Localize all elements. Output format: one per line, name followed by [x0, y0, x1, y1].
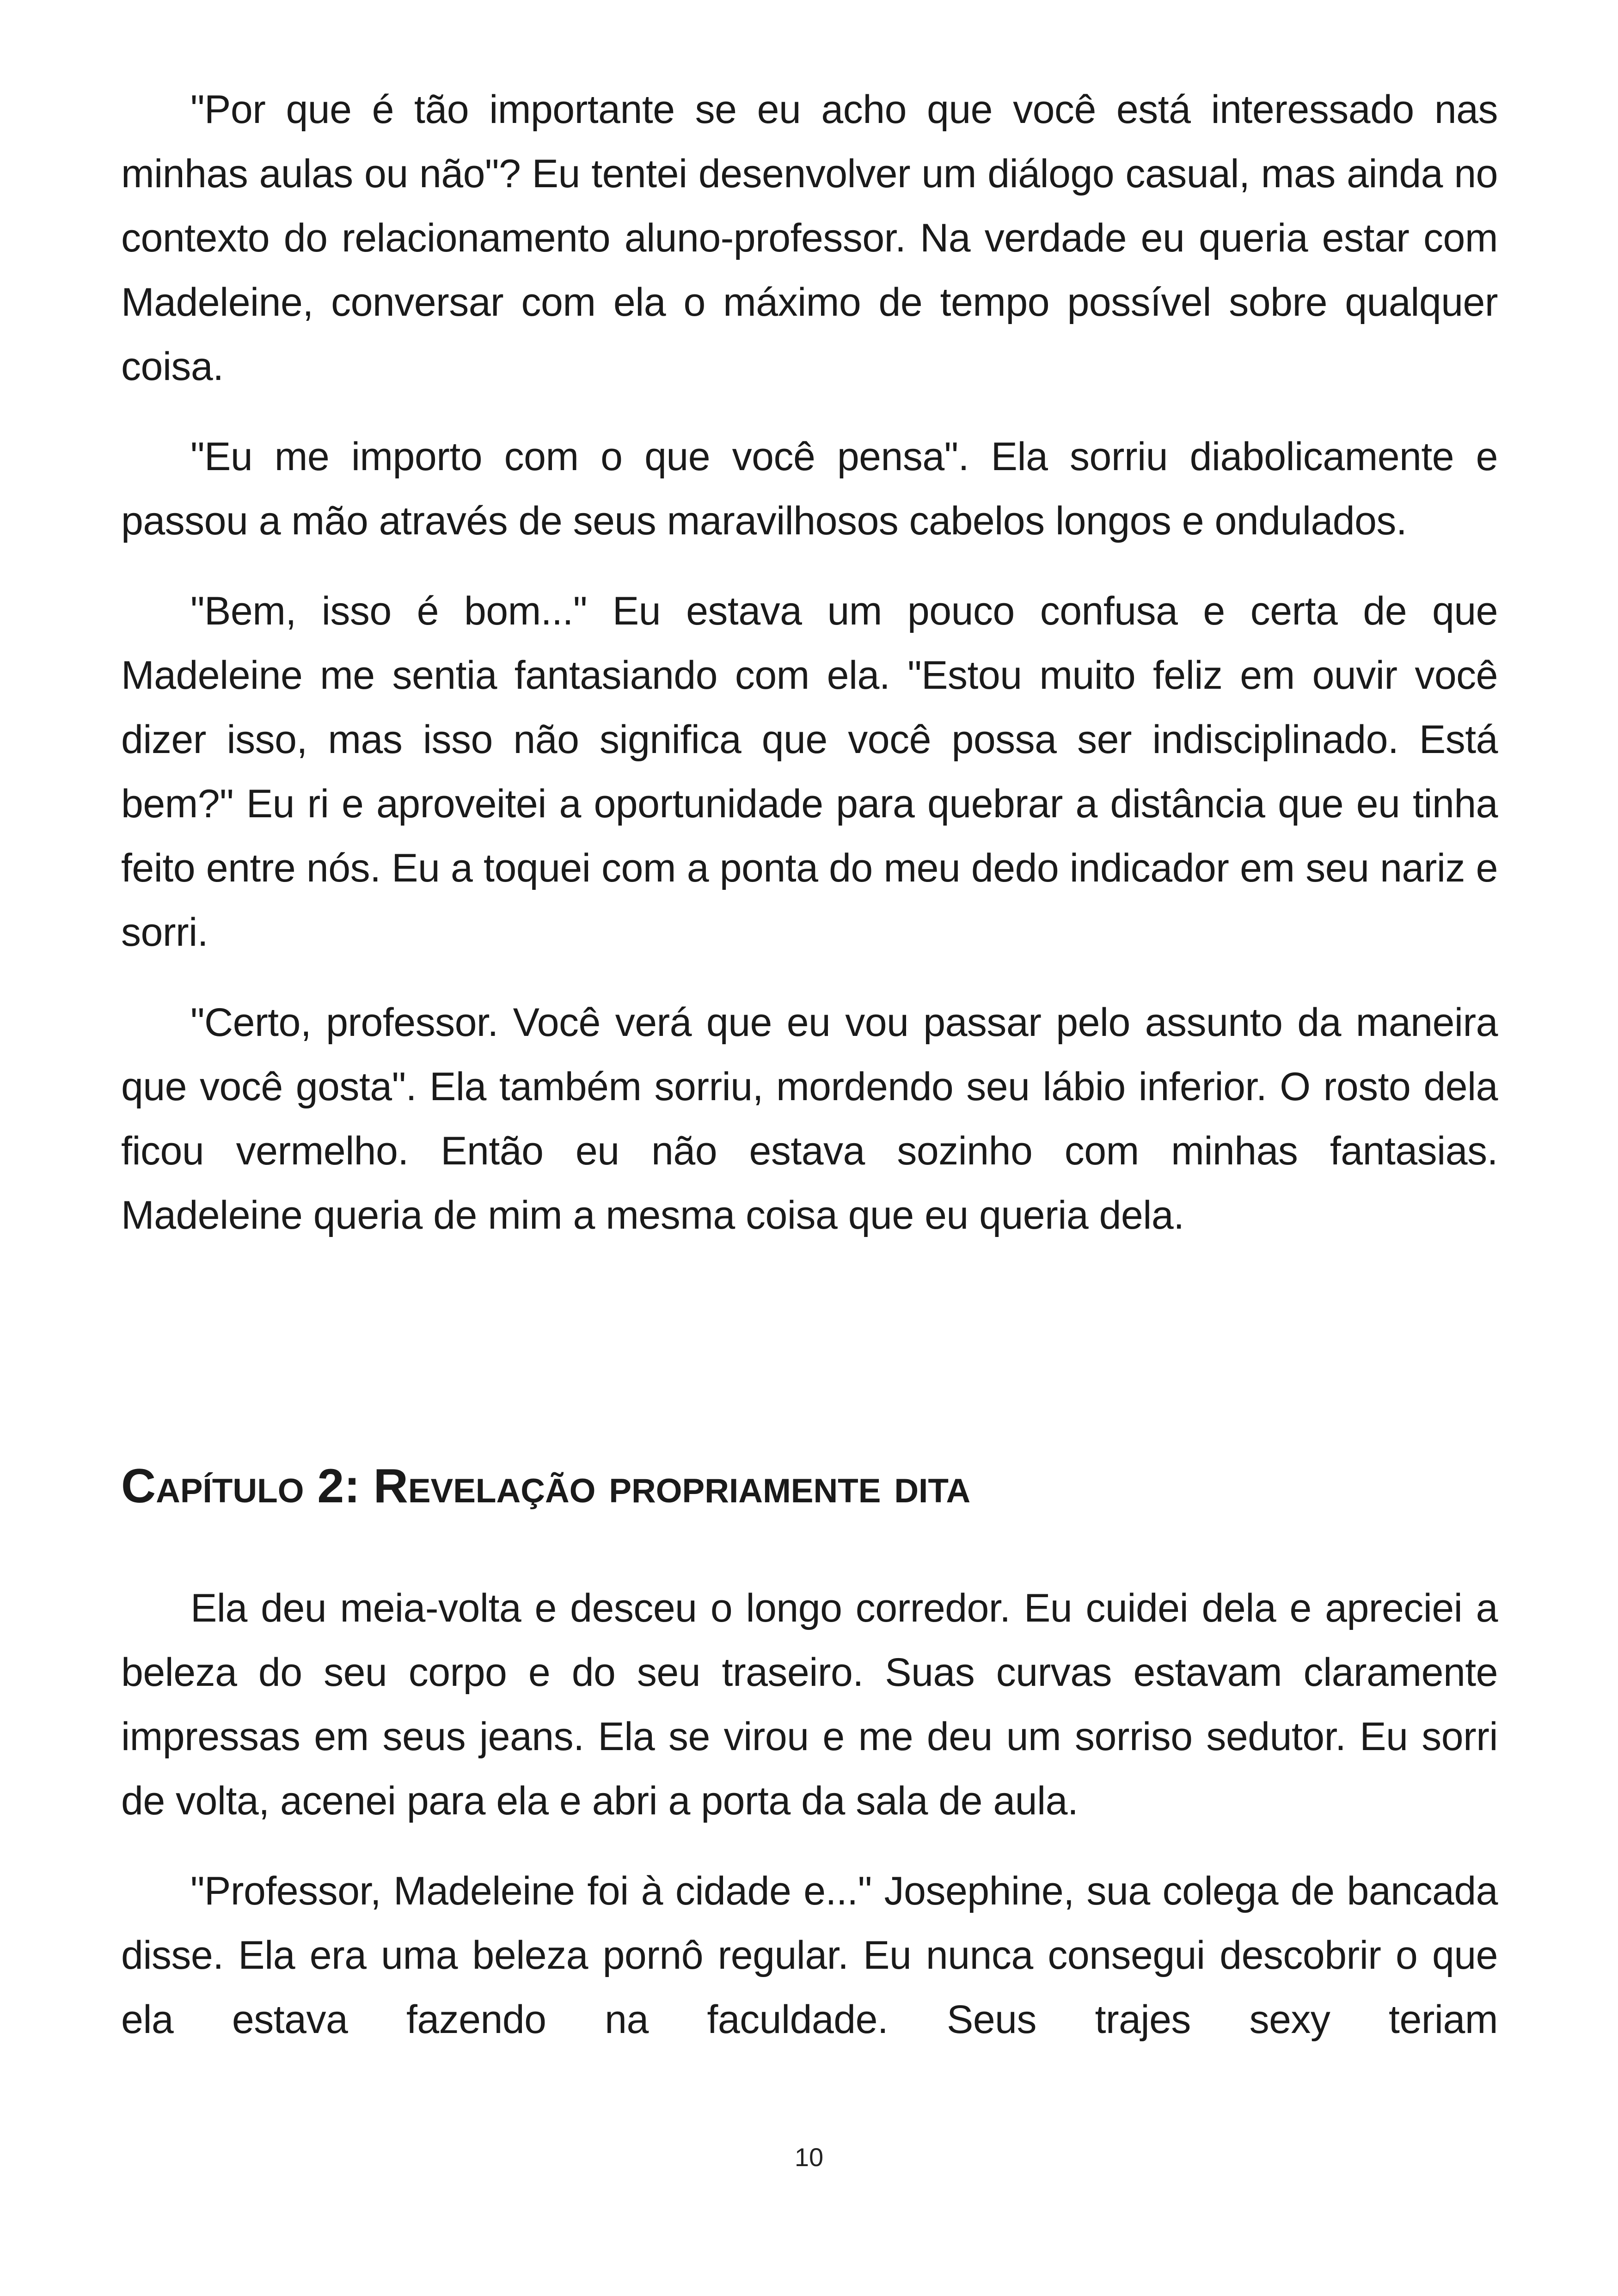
chapter-heading: Capítulo 2: Revelação propriamente dita [121, 1459, 971, 1513]
page-number: 10 [794, 2143, 824, 2172]
paragraph: "Certo, professor. Você verá que eu vou passar pelo assunto da maneira que você gosta". Ela também sorriu, mordendo seu lábio inferior. O rosto dela ficou vermelho. Então eu não estava sozinho com minhas fantasias. Madeleine queria de mim a mesma coisa que eu queria dela. [121, 1000, 1498, 1237]
paragraph: "Professor, Madeleine foi à cidade e..." Josephine, sua colega de bancada disse. Ela era uma beleza pornô regular. Eu nunca consegui descobrir o que ela estava fazendo na faculdade. Seus trajes sexy teriam [121, 1869, 1498, 2042]
paragraph: "Por que é tão importante se eu acho que você está interessado nas minhas aulas ou não"? Eu tentei desenvolver um diálogo casual, mas ainda no contexto do relacionamento aluno-professor. Na verdade eu queria estar com Madeleine, conversar com ela o máximo de tempo possível sobre qualquer coisa. [121, 87, 1498, 389]
paragraph: "Eu me importo com o que você pensa". Ela sorriu diabolicamente e passou a mão através de seus maravilhosos cabelos longos e ondulados. [121, 435, 1498, 543]
body-text-after-chapter [121, 1576, 1498, 2078]
body-text-before-chapter [121, 78, 1498, 1274]
paragraph: "Bem, isso é bom..." Eu estava um pouco confusa e certa de que Madeleine me sentia fantasiando com ela. "Estou muito feliz em ouvir você dizer isso, mas isso não significa que você possa ser indisciplinado. Está bem?" Eu ri e aproveitei a oportunidade para quebrar a distância que eu tinha feito entre nós. Eu a toquei com a ponta do meu dedo indicador em seu nariz e sorri. [121, 589, 1498, 955]
paragraph: Ela deu meia-volta e desceu o longo corredor. Eu cuidei dela e apreciei a beleza do seu corpo e do seu traseiro. Suas curvas estavam claramente impressas em seus jeans. Ela se virou e me deu um sorriso sedutor. Eu sorri de volta, acenei para ela e abri a porta da sala de aula. [121, 1586, 1498, 1823]
